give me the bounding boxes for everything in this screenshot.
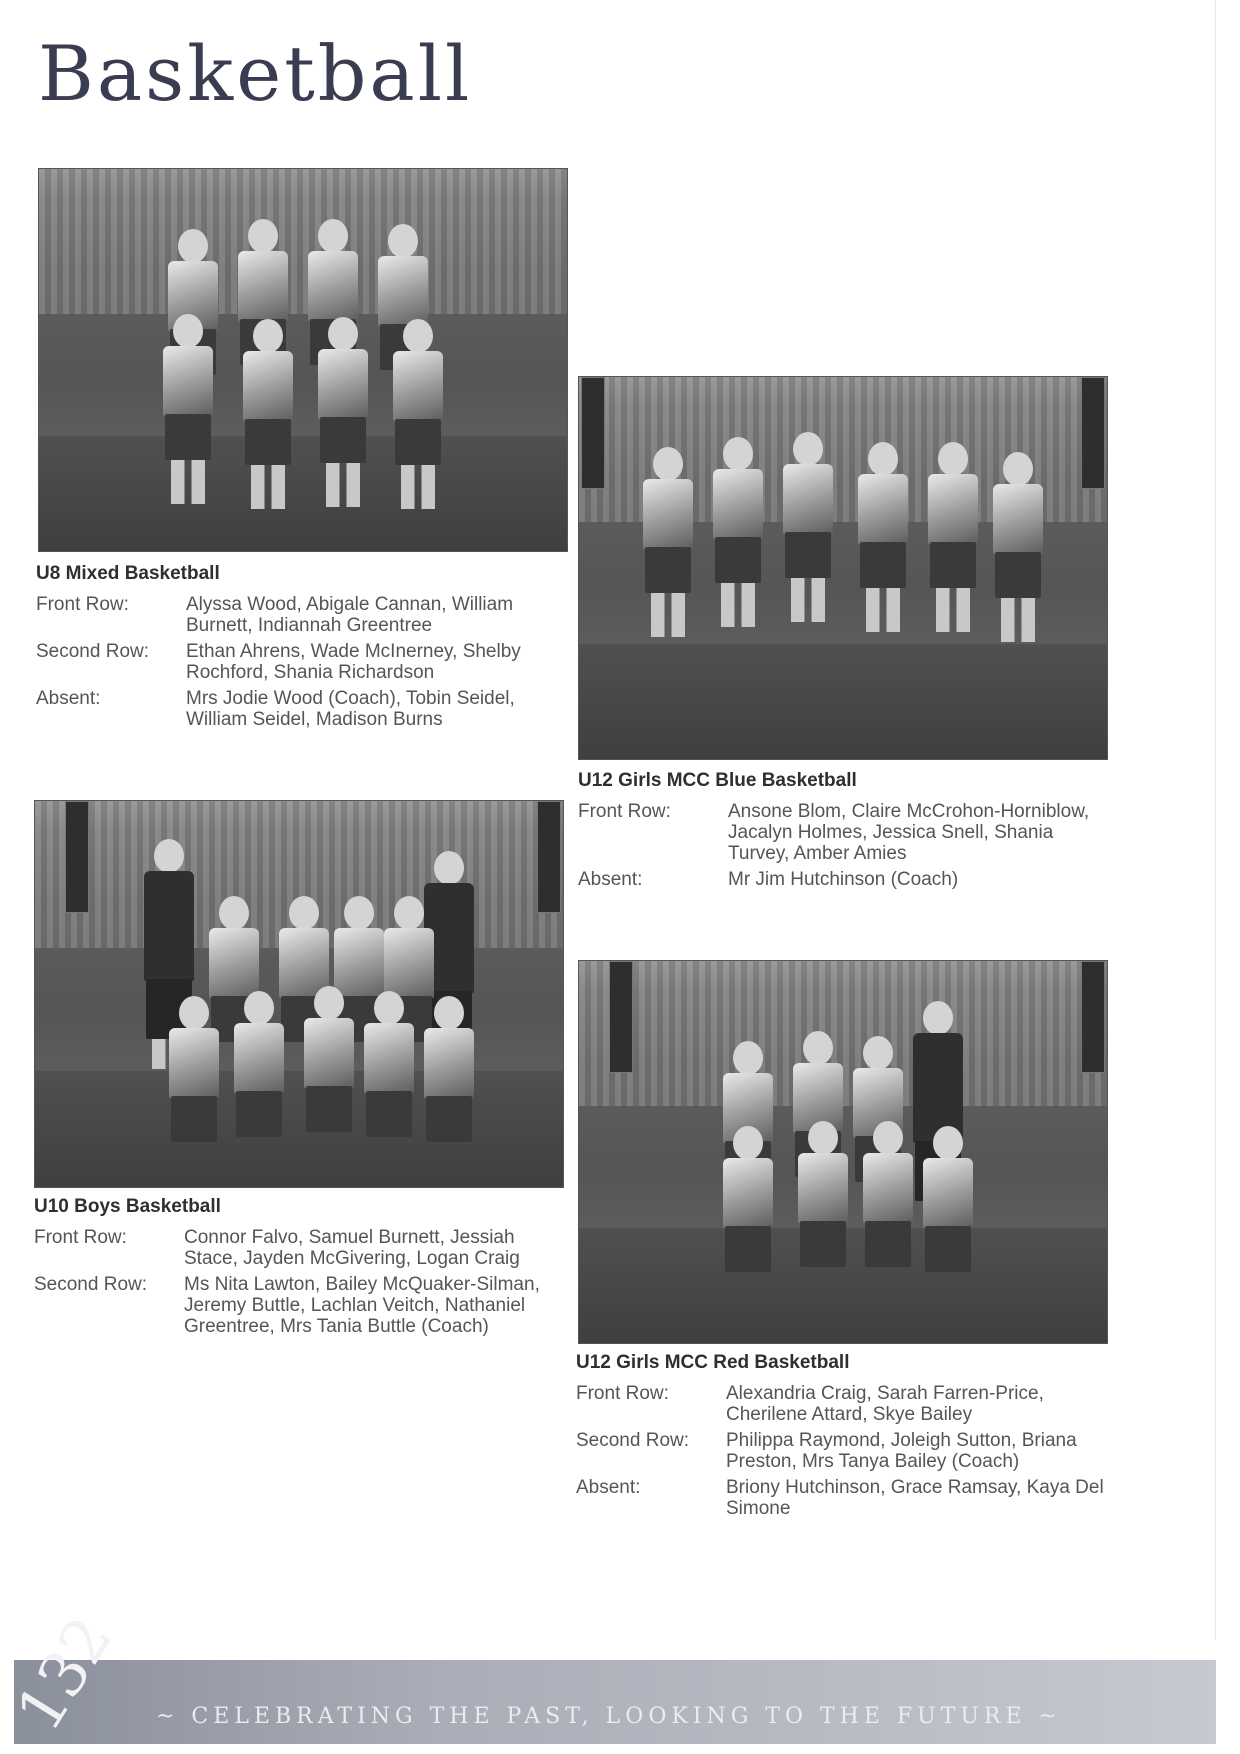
caption-u10-boys: [34, 1196, 564, 1342]
row-names: Mrs Jodie Wood (Coach), Tobin Seidel, William Seidel, Madison Burns: [186, 688, 515, 730]
team-heading: U12 Girls MCC Blue Basketball: [578, 770, 857, 791]
team-photo-u10-boys: [34, 800, 564, 1188]
row-names: Mr Jim Hutchinson (Coach): [728, 869, 959, 890]
row-label: Second Row:: [576, 1430, 690, 1451]
row-names: Connor Falvo, Samuel Burnett, Jessiah Stace, Jayden McGivering, Logan Craig: [184, 1227, 520, 1269]
row-names: Ethan Ahrens, Wade McInerney, Shelby Rochford, Shania Richardson: [186, 641, 521, 683]
team-photo-u8-mixed: [38, 168, 568, 552]
row-label: Absent:: [36, 688, 101, 709]
row-label: Absent:: [576, 1477, 641, 1498]
row-label: Front Row:: [36, 594, 129, 615]
roster-row: [36, 641, 556, 683]
roster-row: [34, 1274, 564, 1337]
row-label: Front Row:: [578, 801, 671, 822]
footer-tagline: ~ CELEBRATING THE PAST, LOOKING TO THE FUTURE ~: [156, 1704, 1062, 1729]
row-names: Ms Nita Lawton, Bailey McQuaker-Silman, Jeremy Buttle, Lachlan Veitch, Nathaniel Greentree, Mrs Tania Buttle (Coach): [184, 1274, 540, 1337]
team-photo-u12-girls-red: [578, 960, 1108, 1344]
row-names: Philippa Raymond, Joleigh Sutton, Briana Preston, Mrs Tanya Bailey (Coach): [726, 1430, 1077, 1472]
roster-row: [576, 1477, 1106, 1519]
caption-u8-mixed: [36, 563, 556, 735]
row-names: Alexandria Craig, Sarah Farren-Price, Cherilene Attard, Skye Bailey: [726, 1383, 1044, 1425]
row-names: Alyssa Wood, Abigale Cannan, William Burnett, Indiannah Greentree: [186, 594, 514, 636]
roster-row: [36, 688, 556, 730]
roster-row: [576, 1430, 1106, 1472]
row-names: Ansone Blom, Claire McCrohon-Horniblow, Jacalyn Holmes, Jessica Snell, Shania Turvey, Amber Amies: [728, 801, 1090, 864]
roster-row: [576, 1383, 1106, 1425]
roster-row: [34, 1227, 564, 1269]
team-heading: U8 Mixed Basketball: [36, 563, 220, 584]
row-label: Front Row:: [34, 1227, 127, 1248]
page-title: Basketball: [38, 29, 473, 118]
row-label: Second Row:: [34, 1274, 148, 1295]
roster-row: [578, 801, 1098, 864]
caption-u12-girls-blue: [578, 770, 1098, 895]
page-number: 132: [1, 1604, 127, 1744]
margin-rule: [1215, 0, 1216, 1640]
footer-band: [1, 1604, 1216, 1744]
caption-u12-girls-red: [576, 1352, 1106, 1524]
row-label: Absent:: [578, 869, 643, 890]
team-photo-u12-girls-blue: [578, 376, 1108, 760]
team-heading: U10 Boys Basketball: [34, 1196, 221, 1217]
team-heading: U12 Girls MCC Red Basketball: [576, 1352, 850, 1373]
row-names: Briony Hutchinson, Grace Ramsay, Kaya Del Simone: [726, 1477, 1104, 1519]
row-label: Front Row:: [576, 1383, 669, 1404]
roster-row: [36, 594, 556, 636]
roster-row: [578, 869, 1098, 890]
row-label: Second Row:: [36, 641, 150, 662]
